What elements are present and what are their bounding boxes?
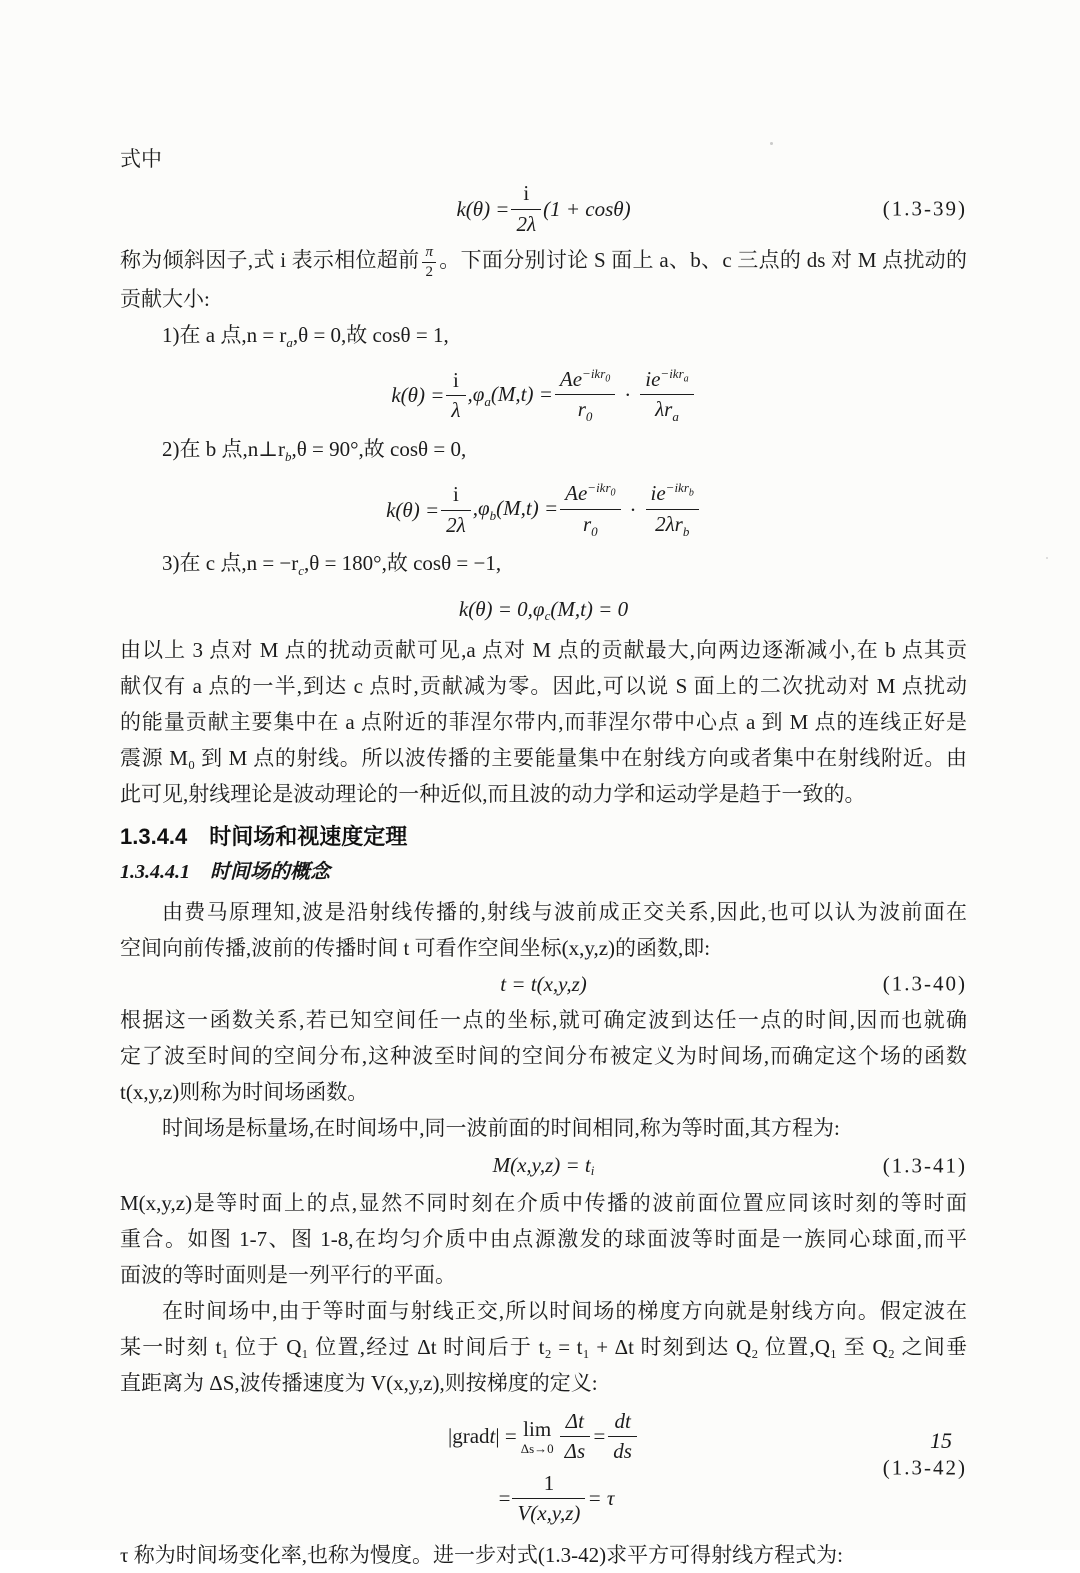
equation-point-c (120, 598, 967, 622)
lim-condition: Δs→0 (520, 1440, 554, 1456)
paragraph-line: 定了波至时间的空间分布,这种波至时间的空间分布被定义为时间场,而确定这个场的函数 (120, 1044, 967, 1069)
item-subscript: c (298, 563, 305, 579)
paragraph-line: 震源 M₀ 到 M 点的射线。所以波传播的主要能量集中在射线方向或者集中在射线附近。由 (120, 745, 967, 770)
den-sub: a (672, 409, 679, 425)
paragraph-time-field-def (120, 1002, 967, 1110)
exp-sub: b (688, 487, 694, 499)
eq-b-frac3-exp (665, 480, 694, 499)
one-over-velocity (512, 1471, 585, 1527)
exp-text: −ikr (582, 365, 606, 381)
eq-b-frac1-den: 2λ (446, 512, 466, 537)
paragraph-line: 重合。如图 1-7、图 1-8,在均匀介质中由点源激发的球面波等时面是一族同心球面,而平 (120, 1226, 967, 1251)
equals-sign: = (592, 1424, 607, 1449)
eq-a-frac1-num: i (446, 368, 465, 397)
eq-b-lhs: k(θ) = (386, 497, 440, 522)
multiplication-dot: · (624, 383, 632, 408)
den-sub: 0 (585, 409, 593, 425)
eq-a-frac2-den (555, 395, 615, 426)
eq39-numerator: i (511, 181, 541, 210)
paragraph-line: 在时间场中,由于等时面与射线正交,所以时间场的梯度方向就是射线方向。假定波在 (162, 1298, 967, 1323)
eq-c-lhs: k(θ) = 0,φ (458, 597, 545, 622)
eq-a-frac1-den: λ (451, 398, 461, 423)
paragraph-line: 根据这一函数关系,若已知空间任一点的坐标,就可确定波到达任一点的时间,因而也就确 (120, 1008, 967, 1033)
paragraph-gradient (120, 1293, 967, 1401)
eq-a-frac2-exp (582, 365, 611, 385)
intro-label: 式中 (120, 147, 162, 171)
eq-b-mid2: (M,t) = (496, 496, 559, 521)
equals-tau: = τ (587, 1486, 615, 1511)
eq-b-phi-sub: b (489, 508, 497, 524)
paragraph-line: 直距离为 ΔS,波传播速度为 V(x,y,z),则按梯度的定义: (120, 1370, 598, 1395)
item-text: 1)在 a 点,n = r (162, 322, 287, 347)
grad-variable: t (489, 1424, 496, 1449)
num-base: Ae (565, 481, 588, 506)
paragraph-line: t(x,y,z)则称为时间场函数。 (120, 1080, 369, 1105)
item-text: 2)在 b 点,n⊥r (162, 436, 285, 461)
eq-b-frac2-num (560, 480, 620, 510)
pi-numerator: π (422, 244, 436, 263)
dt-over-ds (608, 1409, 637, 1465)
equation-1-3-39 (120, 181, 967, 237)
eq-a-frac3-exp (660, 365, 689, 385)
frac-den: Δs (564, 1439, 586, 1464)
equals-sign: = (498, 1486, 511, 1511)
eq-a-mid: ,φ (467, 381, 485, 406)
scan-speck (770, 142, 773, 145)
paragraph-obliquity-line-1 (120, 242, 967, 280)
den-base: 2λr (655, 511, 683, 536)
paragraph-fermat (120, 894, 967, 966)
limit-operator (520, 1416, 554, 1456)
frac-den: ds (613, 1439, 632, 1464)
num-base: ie (650, 481, 666, 506)
item-text: 3)在 c 点,n = −r (162, 551, 299, 576)
equation-point-a (120, 366, 967, 426)
eq-a-frac-3 (640, 366, 693, 426)
paragraph-slowness: τ 称为时间场变化率,也称为慢度。进一步对式(1.3-42)求平方可得射线方程式为: (120, 1542, 844, 1567)
frac-den: V(x,y,z) (517, 1501, 581, 1526)
paragraph-line: 的能量贡献主要集中在 a 点附近的菲涅尔带内,而菲涅尔带中心点 a 到 M 点的连线正好是 (120, 709, 967, 734)
den-sub: b (682, 523, 690, 539)
eq41-number: (1.3-41) (882, 1153, 967, 1178)
list-item-point-b (120, 431, 967, 475)
equation-point-b (120, 480, 967, 540)
eq-a-phi-sub: a (484, 393, 491, 409)
list-item-point-a (120, 317, 967, 361)
exp-sub: a (683, 373, 689, 385)
eq41-lhs: M(x,y,z) = t (492, 1153, 591, 1178)
eq-a-frac2-num (555, 366, 615, 396)
item-subscript: a (286, 334, 293, 350)
paragraph-text: 称为倾斜因子,式 i 表示相位超前 (120, 248, 420, 273)
grad-bar-close: | = (495, 1424, 517, 1449)
item-subscript: b (285, 449, 292, 465)
frac-num: dt (608, 1409, 637, 1438)
paragraph-scalar-field: 时间场是标量场,在时间场中,同一波前面的时间相同,称为等时面,其方程为: (162, 1116, 840, 1141)
eq-b-frac-1 (441, 482, 471, 538)
den-base: r (577, 397, 586, 422)
eq-a-lhs: k(θ) = (391, 383, 445, 408)
eq41-sub: i (590, 1163, 595, 1179)
eq39-rhs: (1 + cosθ) (543, 196, 631, 221)
item-text: ,θ = 90°,故 cosθ = 0, (291, 436, 467, 461)
paragraph-isochron (120, 1185, 967, 1293)
eq-a-frac3-den (640, 395, 693, 426)
eq40-number: (1.3-40) (882, 971, 967, 996)
eq42-line-1 (120, 1409, 967, 1465)
scan-speck (716, 1197, 718, 1199)
eq-a-phi (467, 381, 553, 409)
eq-b-frac3-num (646, 480, 699, 510)
eq39-denominator: 2λ (516, 211, 537, 236)
scan-speck (1046, 557, 1048, 559)
den-base: r (582, 511, 592, 536)
exp-text: −ikr (587, 480, 611, 496)
page-number: 15 (930, 1428, 952, 1453)
eq-b-frac3-den (646, 510, 699, 541)
eq-b-frac-2 (560, 480, 620, 540)
paragraph-line: 空间向前传播,波前的传播时间 t 可看作空间坐标(x,y,z)的函数,即: (120, 935, 711, 960)
eq-c-rhs: (M,t) = 0 (550, 597, 629, 622)
equation-1-3-41 (120, 1153, 967, 1177)
eq39-lhs: k(θ) = (456, 196, 510, 221)
exp-text: −ikr (665, 480, 689, 496)
delta-t-over-delta-s (560, 1409, 591, 1465)
eq42-line-2 (120, 1471, 967, 1527)
num-base: ie (645, 366, 661, 391)
lim-text: lim (523, 1416, 552, 1441)
pi-over-2-fraction (422, 244, 436, 281)
paragraph-line: M(x,y,z)是等时面上的点,显然不同时刻在介质中传播的波前面位置应同该时刻的等时面 (120, 1190, 967, 1215)
eq-b-frac2-exp (587, 480, 616, 499)
exp-sub: 0 (605, 373, 611, 385)
grad-operator: grad (452, 1424, 490, 1449)
frac-num: Δt (560, 1409, 591, 1438)
section-heading: 1.3.4.4 时间场和视速度定理 (120, 823, 408, 849)
eq42-number: (1.3-42) (882, 1455, 967, 1480)
eq-b-frac-3 (646, 480, 699, 540)
den-sub: 0 (591, 523, 598, 539)
multiplication-dot: · (629, 497, 637, 522)
eq-a-frac2-base: Ae (559, 366, 583, 391)
paragraph-text: 。下面分别讨论 S 面上 a、b、c 三点的 ds 对 M 点扰动的 (438, 248, 967, 273)
paragraph-line: 某一时刻 t₁ 位于 Q₁ 位置,经过 Δt 时间后于 t₂ = t₁ + Δt 时刻到达 Q₂ 位置,Q₁ 至 Q₂ 之间垂 (120, 1334, 967, 1359)
eq-a-mid2: (M,t) = (490, 381, 553, 406)
paragraph-line: 面波的等时面则是一列平行的平面。 (120, 1262, 456, 1287)
exp-sub: 0 (610, 487, 616, 499)
two-denominator: 2 (425, 263, 433, 280)
eq40-body: t = t(x,y,z) (500, 972, 587, 997)
den-base: λr (655, 397, 673, 422)
subsection-heading: 1.3.4.4.1 时间场的概念 (120, 860, 330, 883)
eq-a-frac-1 (446, 368, 465, 424)
eq-a-frac-2 (555, 366, 615, 426)
eq-b-frac1-num: i (441, 482, 471, 511)
eq-b-phi (473, 498, 558, 522)
equation-1-3-40 (120, 973, 967, 996)
item-text: ,θ = 0,故 cosθ = 1, (292, 322, 449, 347)
eq39-number: (1.3-39) (882, 196, 967, 221)
paragraph-obliquity-line-2: 贡献大小: (120, 286, 210, 311)
paragraph-line: 献仅有 a 点的一半,到达 c 点时,贡献减为零。因此,可以说 S 面上的二次扰动对 M 点扰动 (120, 673, 967, 698)
grad-bar-open: | (448, 1424, 453, 1449)
paragraph-conclusion (120, 632, 967, 812)
item-text: ,θ = 180°,故 cosθ = −1, (304, 551, 502, 576)
paragraph-line: 由费马原理知,波是沿射线传播的,射线与波前成正交关系,因此,也可以认为波前面在 (162, 899, 967, 924)
eq-b-frac2-den (560, 510, 620, 541)
eq-c-sub: c (544, 607, 551, 623)
frac-num: 1 (512, 1471, 585, 1500)
paragraph-line: 由以上 3 点对 M 点的扰动贡献可见,a 点对 M 点的贡献最大,向两边逐渐减小,在 b 点其贡 (120, 637, 967, 662)
eq39-fraction (511, 181, 541, 237)
eq-b-mid: ,φ (472, 496, 490, 521)
eq-a-frac3-num (640, 366, 693, 396)
exp-text: −ikr (660, 365, 684, 381)
equation-1-3-42 (120, 1409, 967, 1527)
list-item-point-c (120, 545, 967, 589)
paragraph-line: 此可见,射线理论是波动理论的一种近似,而且波的动力学和运动学是趋于一致的。 (120, 781, 866, 806)
